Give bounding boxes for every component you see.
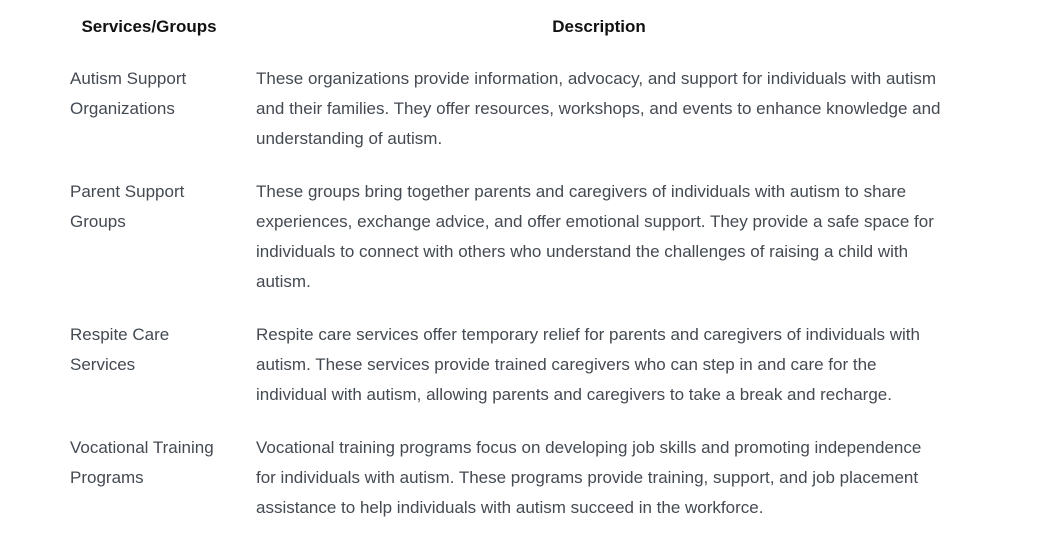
- service-name-cell: Autism Support Organizations: [70, 69, 187, 118]
- header-services-groups: Services/Groups: [81, 17, 217, 36]
- table-header-row: [56, 0, 956, 52]
- service-name-cell: Vocational Training Programs: [70, 438, 214, 487]
- description-cell: Respite care services offer temporary relief for parents and caregivers of individuals with autism. These services provide trained caregivers who can step in and care for the individual with autism, allowing parents and caregivers to take a break and recharge.: [256, 325, 920, 404]
- services-table: [56, 0, 956, 534]
- table-row: [56, 165, 956, 308]
- table-row: [56, 308, 956, 421]
- description-cell: Vocational training programs focus on developing job skills and promoting independence for individuals with autism. These programs provide training, support, and job placement assistance to help individuals with autism succeed in the workforce.: [256, 438, 922, 517]
- description-cell: These organizations provide information, advocacy, and support for individuals with autism and their families. They offer resources, workshops, and events to enhance knowledge and understanding of autism.: [256, 69, 941, 148]
- services-table-container: [56, 0, 956, 534]
- service-name-cell: Respite Care Services: [70, 325, 170, 374]
- service-name-cell: Parent Support Groups: [70, 182, 185, 231]
- table-row: [56, 52, 956, 165]
- header-description: Description: [552, 17, 646, 36]
- table-row: [56, 421, 956, 534]
- description-cell: These groups bring together parents and caregivers of individuals with autism to share experiences, exchange advice, and offer emotional support. They provide a safe space for individuals to connect with others who understand the challenges of raising a child with autism.: [256, 182, 934, 291]
